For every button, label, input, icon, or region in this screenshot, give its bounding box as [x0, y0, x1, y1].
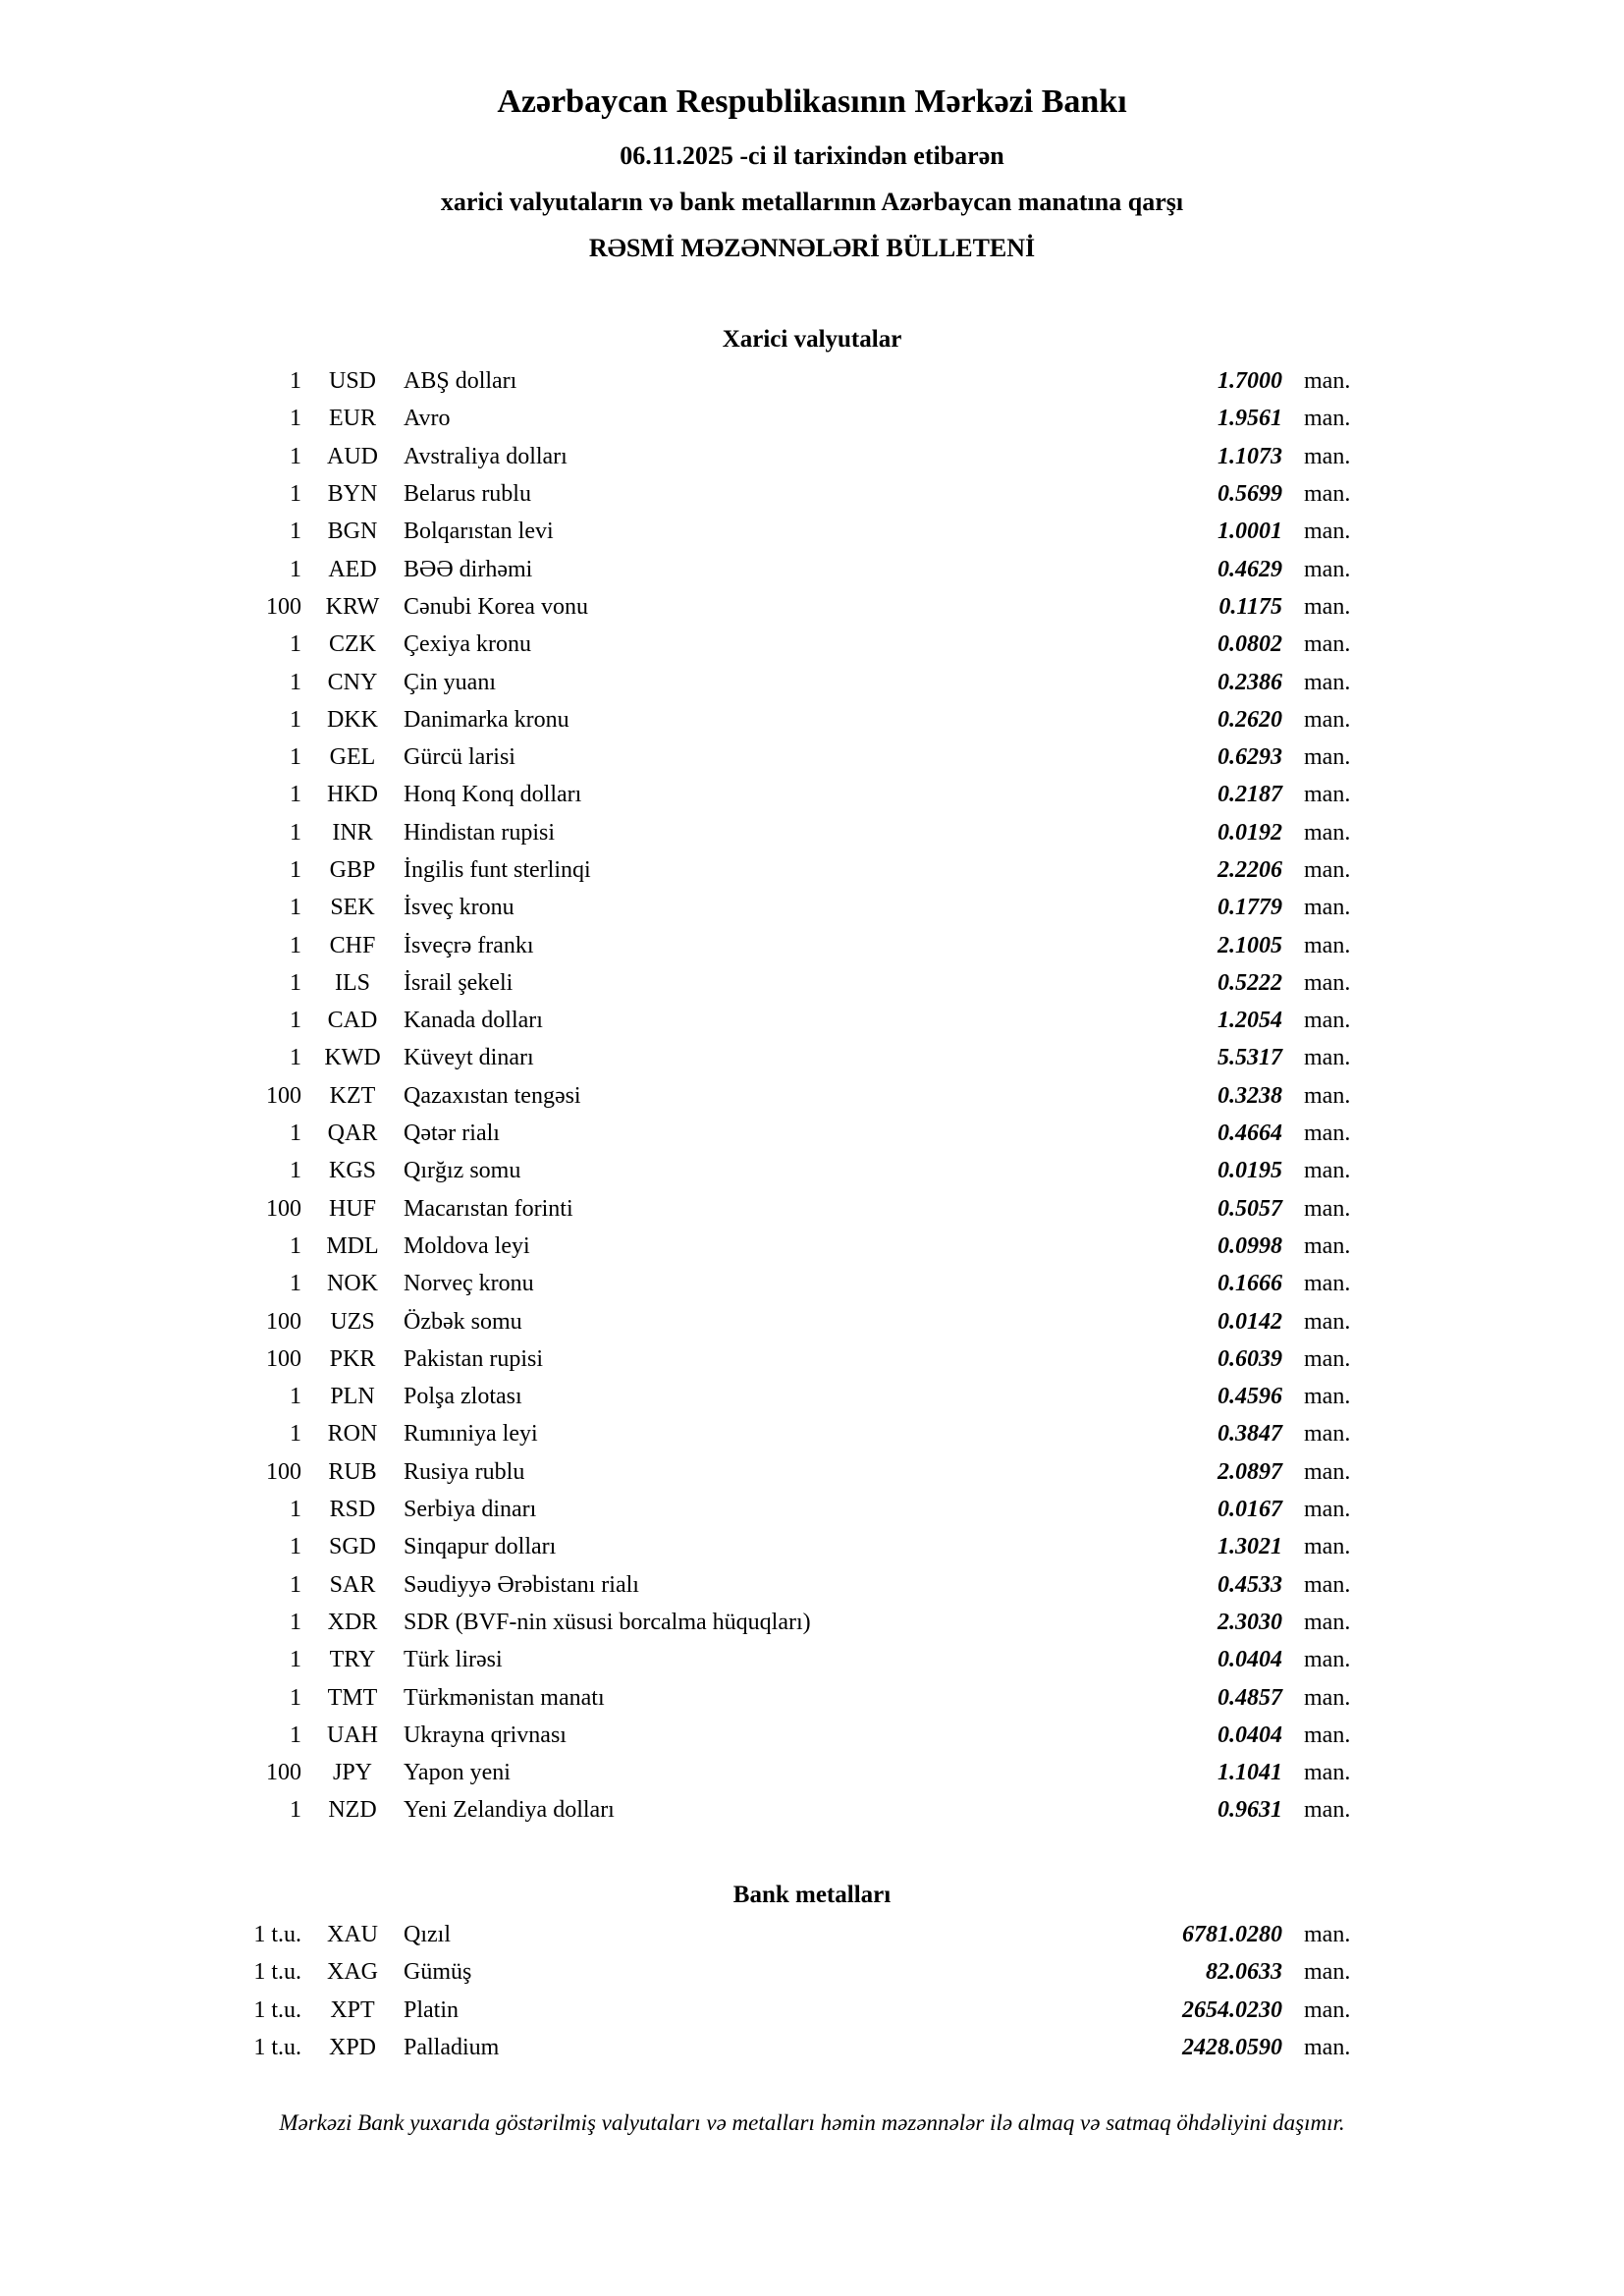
nominal-cell: 1 — [290, 556, 301, 582]
currency-row — [0, 1566, 1624, 1604]
currency-row — [0, 1528, 1624, 1565]
nominal-cell: 1 — [290, 1384, 301, 1410]
currency-code-cell: SGD — [328, 1534, 376, 1560]
unit-suffix-cell: man. — [1304, 556, 1351, 582]
metal-row — [0, 2029, 1624, 2066]
rate-value-cell: 0.0142 — [1218, 1308, 1282, 1335]
metal-row — [0, 1953, 1624, 1991]
currencies-table — [0, 362, 1624, 1830]
rate-value-cell: 1.0001 — [1218, 519, 1282, 545]
unit-suffix-cell: man. — [1304, 1497, 1351, 1523]
currency-code-cell: NOK — [327, 1271, 378, 1297]
currency-row — [0, 475, 1624, 513]
rate-value-cell: 0.6039 — [1218, 1345, 1282, 1372]
rate-value-cell: 0.3238 — [1218, 1082, 1282, 1109]
currency-name-cell: Ukrayna qrivnası — [404, 1722, 567, 1748]
currency-name-cell: Küveyt dinarı — [404, 1045, 534, 1071]
nominal-cell: 1 — [290, 1684, 301, 1711]
unit-suffix-cell: man. — [1304, 1045, 1351, 1071]
currency-row — [0, 626, 1624, 663]
currency-row — [0, 1340, 1624, 1378]
currency-name-cell: Gümüş — [404, 1959, 472, 1986]
currency-code-cell: RON — [327, 1421, 378, 1448]
currency-code-cell: CNY — [327, 669, 378, 695]
currency-name-cell: Qətər rialı — [404, 1121, 500, 1147]
currency-name-cell: Qızıl — [404, 1922, 451, 1948]
nominal-cell: 1 — [290, 1571, 301, 1598]
currencies-section-title: Xarici valyutalar — [722, 326, 902, 353]
currency-row — [0, 1039, 1624, 1076]
nominal-cell: 1 t.u. — [253, 1922, 301, 1948]
unit-suffix-cell: man. — [1304, 481, 1351, 508]
currency-name-cell: Cənubi Korea vonu — [404, 593, 588, 620]
currency-row — [0, 1190, 1624, 1228]
currency-code-cell: TRY — [329, 1647, 376, 1673]
currency-name-cell: Pakistan rupisi — [404, 1345, 543, 1372]
currency-code-cell: RSD — [329, 1497, 376, 1523]
unit-suffix-cell: man. — [1304, 1421, 1351, 1448]
currency-row — [0, 1791, 1624, 1829]
currency-row — [0, 1415, 1624, 1452]
currency-code-cell: NZD — [328, 1797, 377, 1824]
nominal-cell: 1 — [290, 1534, 301, 1560]
rate-value-cell: 1.3021 — [1218, 1534, 1282, 1560]
currency-name-cell: İsrail şekeli — [404, 969, 514, 996]
currency-name-cell: Türkmənistan manatı — [404, 1684, 605, 1711]
rate-value-cell: 0.5222 — [1218, 969, 1282, 996]
rate-value-cell: 1.2054 — [1218, 1008, 1282, 1034]
unit-suffix-cell: man. — [1304, 857, 1351, 883]
currency-row — [0, 588, 1624, 626]
nominal-cell: 1 — [290, 406, 301, 432]
currency-row — [0, 1002, 1624, 1039]
currency-code-cell: KGS — [328, 1158, 376, 1184]
metal-row — [0, 1992, 1624, 2029]
currency-code-cell: CHF — [329, 932, 376, 958]
rate-value-cell: 2.3030 — [1218, 1609, 1282, 1635]
rate-value-cell: 0.4596 — [1218, 1384, 1282, 1410]
unit-suffix-cell: man. — [1304, 1760, 1351, 1786]
unit-suffix-cell: man. — [1304, 932, 1351, 958]
unit-suffix-cell: man. — [1304, 1308, 1351, 1335]
currency-code-cell: SEK — [330, 895, 375, 921]
currency-row — [0, 1077, 1624, 1115]
currency-code-cell: INR — [332, 819, 373, 846]
currency-code-cell: SAR — [329, 1571, 376, 1598]
metals-section-title: Bank metalları — [732, 1882, 892, 1908]
rate-value-cell: 1.7000 — [1218, 368, 1282, 395]
currency-code-cell: KRW — [325, 593, 380, 620]
currency-name-cell: Avstraliya dolları — [404, 443, 568, 469]
currency-code-cell: EUR — [329, 406, 376, 432]
currency-name-cell: Polşa zlotası — [404, 1384, 522, 1410]
unit-suffix-cell: man. — [1304, 1008, 1351, 1034]
currency-name-cell: Moldova leyi — [404, 1232, 530, 1259]
unit-suffix-cell: man. — [1304, 1232, 1351, 1259]
currency-code-cell: UAH — [327, 1722, 378, 1748]
rate-value-cell: 0.6293 — [1218, 744, 1282, 771]
currency-row — [0, 1152, 1624, 1189]
unit-suffix-cell: man. — [1304, 1647, 1351, 1673]
nominal-cell: 1 — [290, 631, 301, 658]
rate-value-cell: 1.1041 — [1218, 1760, 1282, 1786]
currency-name-cell: Sinqapur dolları — [404, 1534, 557, 1560]
currency-code-cell: BGN — [327, 519, 378, 545]
currency-name-cell: Rusiya rublu — [404, 1458, 525, 1485]
currency-name-cell: İngilis funt sterlinqi — [404, 857, 591, 883]
currency-row — [0, 1115, 1624, 1152]
currency-row — [0, 738, 1624, 776]
currency-row — [0, 362, 1624, 400]
rate-value-cell: 2654.0230 — [1182, 1996, 1282, 2023]
currency-row — [0, 1491, 1624, 1528]
unit-suffix-cell: man. — [1304, 819, 1351, 846]
effective-date-line: 06.11.2025 -ci il tarixindən etibarən — [620, 141, 1004, 170]
currency-code-cell: CZK — [329, 631, 376, 658]
nominal-cell: 1 — [290, 368, 301, 395]
rate-value-cell: 0.1175 — [1218, 593, 1282, 620]
nominal-cell: 1 t.u. — [253, 1959, 301, 1986]
currency-code-cell: GEL — [329, 744, 376, 771]
rate-value-cell: 0.2386 — [1218, 669, 1282, 695]
nominal-cell: 1 — [290, 744, 301, 771]
nominal-cell: 100 — [266, 1082, 301, 1109]
currency-name-cell: Serbiya dinarı — [404, 1497, 537, 1523]
currency-name-cell: Palladium — [404, 2035, 500, 2061]
currency-code-cell: DKK — [327, 706, 378, 733]
rate-value-cell: 2.0897 — [1218, 1458, 1282, 1485]
rate-value-cell: 0.0195 — [1218, 1158, 1282, 1184]
currency-code-cell: XPT — [330, 1996, 375, 2023]
nominal-cell: 1 — [290, 932, 301, 958]
rate-value-cell: 0.5699 — [1218, 481, 1282, 508]
rate-value-cell: 0.2620 — [1218, 706, 1282, 733]
currency-name-cell: Belarus rublu — [404, 481, 531, 508]
rate-value-cell: 1.9561 — [1218, 406, 1282, 432]
nominal-cell: 100 — [266, 1345, 301, 1372]
currency-row — [0, 1265, 1624, 1302]
currency-code-cell: CAD — [327, 1008, 378, 1034]
nominal-cell: 1 — [290, 1045, 301, 1071]
currency-row — [0, 513, 1624, 550]
unit-suffix-cell: man. — [1304, 1271, 1351, 1297]
nominal-cell: 100 — [266, 593, 301, 620]
currency-name-cell: Danimarka kronu — [404, 706, 569, 733]
unit-suffix-cell: man. — [1304, 1121, 1351, 1147]
bulletin-title: RƏSMİ MƏZƏNNƏLƏRİ BÜLLETENİ — [588, 234, 1036, 262]
currency-name-cell: Yapon yeni — [404, 1760, 511, 1786]
currency-name-cell: Hindistan rupisi — [404, 819, 555, 846]
rate-value-cell: 0.0404 — [1218, 1647, 1282, 1673]
currency-code-cell: MDL — [326, 1232, 379, 1259]
rate-value-cell: 6781.0280 — [1182, 1922, 1282, 1948]
unit-suffix-cell: man. — [1304, 1534, 1351, 1560]
currency-name-cell: Qazaxıstan tengəsi — [404, 1082, 581, 1109]
currency-row — [0, 1228, 1624, 1265]
unit-suffix-cell: man. — [1304, 1345, 1351, 1372]
currency-code-cell: XDR — [327, 1609, 378, 1635]
obligation-note: Mərkəzi Bank yuxarıda göstərilmiş valyutaları və metalları həmin məzənnələr ilə almaq və satmaq öhdəliyini daşımır. — [279, 2110, 1345, 2135]
unit-suffix-cell: man. — [1304, 1996, 1351, 2023]
unit-suffix-cell: man. — [1304, 1571, 1351, 1598]
unit-suffix-cell: man. — [1304, 2035, 1351, 2061]
currency-row — [0, 964, 1624, 1002]
currency-code-cell: XPD — [328, 2035, 376, 2061]
currency-name-cell: Türk lirəsi — [404, 1647, 503, 1673]
currency-row — [0, 1378, 1624, 1415]
currency-code-cell: XAU — [327, 1922, 378, 1948]
currency-row — [0, 400, 1624, 437]
metals-table — [0, 1916, 1624, 2066]
nominal-cell: 100 — [266, 1308, 301, 1335]
currency-row — [0, 1604, 1624, 1641]
currency-code-cell: PKR — [329, 1345, 376, 1372]
unit-suffix-cell: man. — [1304, 782, 1351, 808]
bank-name-title: Azərbaycan Respublikasının Mərkəzi Bankı — [497, 83, 1127, 120]
nominal-cell: 1 — [290, 443, 301, 469]
nominal-cell: 1 — [290, 782, 301, 808]
currency-code-cell: ILS — [335, 969, 370, 996]
unit-suffix-cell: man. — [1304, 969, 1351, 996]
currency-row — [0, 1717, 1624, 1754]
currency-code-cell: GBP — [329, 857, 376, 883]
currency-code-cell: AUD — [327, 443, 378, 469]
currency-name-cell: Macarıstan forinti — [404, 1195, 573, 1222]
nominal-cell: 1 — [290, 706, 301, 733]
currency-row — [0, 1302, 1624, 1339]
nominal-cell: 1 — [290, 669, 301, 695]
currency-code-cell: AED — [328, 556, 377, 582]
rate-value-cell: 0.0192 — [1218, 819, 1282, 846]
unit-suffix-cell: man. — [1304, 519, 1351, 545]
currency-row — [0, 776, 1624, 813]
currency-name-cell: ABŞ dolları — [404, 368, 517, 395]
currency-row — [0, 701, 1624, 738]
unit-suffix-cell: man. — [1304, 744, 1351, 771]
currency-name-cell: BƏƏ dirhəmi — [404, 556, 533, 582]
unit-suffix-cell: man. — [1304, 706, 1351, 733]
nominal-cell: 1 — [290, 895, 301, 921]
currency-code-cell: XAG — [327, 1959, 378, 1986]
currency-code-cell: KWD — [324, 1045, 381, 1071]
unit-suffix-cell: man. — [1304, 443, 1351, 469]
currency-code-cell: HUF — [328, 1195, 376, 1222]
currency-name-cell: Kanada dolları — [404, 1008, 543, 1034]
unit-suffix-cell: man. — [1304, 1195, 1351, 1222]
rate-value-cell: 0.5057 — [1218, 1195, 1282, 1222]
currency-row — [0, 663, 1624, 700]
nominal-cell: 1 — [290, 1497, 301, 1523]
nominal-cell: 1 — [290, 1797, 301, 1824]
nominal-cell: 1 — [290, 519, 301, 545]
currency-name-cell: Honq Konq dolları — [404, 782, 582, 808]
nominal-cell: 100 — [266, 1195, 301, 1222]
currency-name-cell: Qırğız somu — [404, 1158, 521, 1184]
currency-code-cell: PLN — [330, 1384, 375, 1410]
currency-name-cell: SDR (BVF-nin xüsusi borcalma hüquqları) — [404, 1609, 811, 1635]
unit-suffix-cell: man. — [1304, 1722, 1351, 1748]
rate-value-cell: 0.0167 — [1218, 1497, 1282, 1523]
unit-suffix-cell: man. — [1304, 1158, 1351, 1184]
currency-code-cell: UZS — [330, 1308, 375, 1335]
rate-value-cell: 0.9631 — [1218, 1797, 1282, 1824]
currency-row — [0, 438, 1624, 475]
nominal-cell: 1 — [290, 1421, 301, 1448]
currency-name-cell: Səudiyyə Ərəbistanı rialı — [404, 1571, 639, 1598]
unit-suffix-cell: man. — [1304, 1458, 1351, 1485]
rate-value-cell: 0.4629 — [1218, 556, 1282, 582]
rate-value-cell: 0.2187 — [1218, 782, 1282, 808]
nominal-cell: 1 — [290, 1647, 301, 1673]
rate-value-cell: 0.4664 — [1218, 1121, 1282, 1147]
nominal-cell: 100 — [266, 1760, 301, 1786]
currency-name-cell: Gürcü larisi — [404, 744, 515, 771]
rate-value-cell: 82.0633 — [1206, 1959, 1282, 1986]
currency-code-cell: USD — [328, 368, 376, 395]
currency-name-cell: Çin yuanı — [404, 669, 496, 695]
nominal-cell: 100 — [266, 1458, 301, 1485]
nominal-cell: 1 — [290, 857, 301, 883]
currency-row — [0, 814, 1624, 851]
rate-value-cell: 2.2206 — [1218, 857, 1282, 883]
nominal-cell: 1 t.u. — [253, 1996, 301, 2023]
unit-suffix-cell: man. — [1304, 631, 1351, 658]
currency-name-cell: Platin — [404, 1996, 460, 2023]
currency-name-cell: Avro — [404, 406, 451, 432]
rate-value-cell: 2.1005 — [1218, 932, 1282, 958]
rate-value-cell: 0.0998 — [1218, 1232, 1282, 1259]
rate-value-cell: 0.0404 — [1218, 1722, 1282, 1748]
rate-value-cell: 2428.0590 — [1182, 2035, 1282, 2061]
currency-name-cell: Rumıniya leyi — [404, 1421, 538, 1448]
nominal-cell: 1 — [290, 1121, 301, 1147]
currency-name-cell: İsveçrə frankı — [404, 932, 534, 958]
nominal-cell: 1 — [290, 481, 301, 508]
unit-suffix-cell: man. — [1304, 1082, 1351, 1109]
currency-row — [0, 1754, 1624, 1791]
rate-value-cell: 0.4533 — [1218, 1571, 1282, 1598]
currency-name-cell: Çexiya kronu — [404, 631, 531, 658]
currency-row — [0, 1453, 1624, 1491]
currency-code-cell: TMT — [327, 1684, 378, 1711]
rate-value-cell: 5.5317 — [1218, 1045, 1282, 1071]
currency-row — [0, 1678, 1624, 1716]
unit-suffix-cell: man. — [1304, 593, 1351, 620]
currency-row — [0, 1641, 1624, 1678]
unit-suffix-cell: man. — [1304, 1922, 1351, 1948]
currency-name-cell: Norveç kronu — [404, 1271, 534, 1297]
currency-code-cell: QAR — [327, 1121, 378, 1147]
rate-value-cell: 0.4857 — [1218, 1684, 1282, 1711]
currency-row — [0, 889, 1624, 926]
nominal-cell: 1 — [290, 1722, 301, 1748]
currency-code-cell: BYN — [327, 481, 378, 508]
currency-name-cell: Yeni Zelandiya dolları — [404, 1797, 615, 1824]
unit-suffix-cell: man. — [1304, 895, 1351, 921]
currency-row — [0, 926, 1624, 963]
currency-row — [0, 851, 1624, 889]
currency-code-cell: KZT — [329, 1082, 376, 1109]
currency-code-cell: RUB — [328, 1458, 377, 1485]
unit-suffix-cell: man. — [1304, 1797, 1351, 1824]
unit-suffix-cell: man. — [1304, 1684, 1351, 1711]
rate-value-cell: 0.1779 — [1218, 895, 1282, 921]
nominal-cell: 1 t.u. — [253, 2035, 301, 2061]
unit-suffix-cell: man. — [1304, 368, 1351, 395]
nominal-cell: 1 — [290, 1271, 301, 1297]
currency-name-cell: Özbək somu — [404, 1308, 522, 1335]
rate-value-cell: 1.1073 — [1218, 443, 1282, 469]
metal-row — [0, 1916, 1624, 1953]
currency-name-cell: Bolqarıstan levi — [404, 519, 554, 545]
nominal-cell: 1 — [290, 1008, 301, 1034]
unit-suffix-cell: man. — [1304, 1609, 1351, 1635]
rate-value-cell: 0.0802 — [1218, 631, 1282, 658]
nominal-cell: 1 — [290, 1232, 301, 1259]
currency-code-cell: HKD — [327, 782, 378, 808]
nominal-cell: 1 — [290, 819, 301, 846]
rate-value-cell: 0.3847 — [1218, 1421, 1282, 1448]
rate-value-cell: 0.1666 — [1218, 1271, 1282, 1297]
unit-suffix-cell: man. — [1304, 669, 1351, 695]
nominal-cell: 1 — [290, 1158, 301, 1184]
currency-row — [0, 550, 1624, 587]
currency-code-cell: JPY — [332, 1760, 373, 1786]
subject-line: xarici valyutaların və bank metallarının Azərbaycan manatına qarşı — [440, 188, 1184, 216]
unit-suffix-cell: man. — [1304, 1959, 1351, 1986]
unit-suffix-cell: man. — [1304, 406, 1351, 432]
nominal-cell: 1 — [290, 1609, 301, 1635]
nominal-cell: 1 — [290, 969, 301, 996]
unit-suffix-cell: man. — [1304, 1384, 1351, 1410]
currency-name-cell: İsveç kronu — [404, 895, 514, 921]
